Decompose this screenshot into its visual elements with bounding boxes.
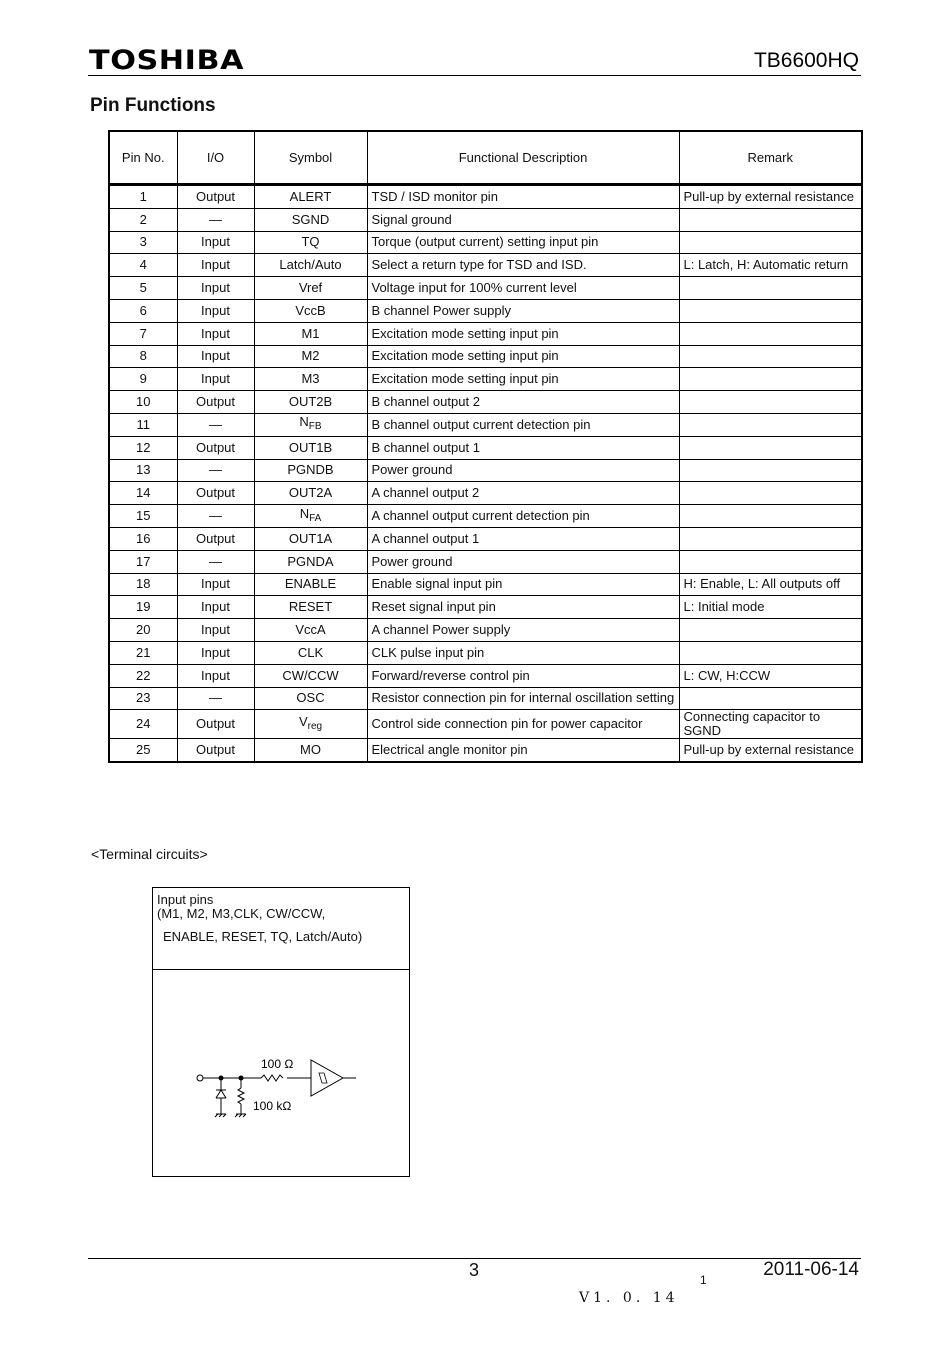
symbol-cell xyxy=(254,641,367,664)
input-terminal-icon xyxy=(197,1075,203,1081)
symbol-cell xyxy=(254,550,367,573)
symbol-text: OUT2B xyxy=(288,394,333,410)
terminal-circuit-box xyxy=(152,887,410,1177)
table-row xyxy=(109,368,862,391)
remark-cell: Pull-up by external resistance xyxy=(679,739,862,762)
pin-number-cell: 10 xyxy=(109,391,177,414)
remark-cell xyxy=(679,413,862,436)
table-row xyxy=(109,208,862,231)
table-row xyxy=(109,619,862,642)
symbol-cell xyxy=(254,573,367,596)
io-cell: Input xyxy=(177,254,254,277)
symbol-subscript: reg xyxy=(307,720,323,732)
symbol-cell xyxy=(254,436,367,459)
symbol-text: OUT2A xyxy=(288,485,333,501)
header-rule xyxy=(88,75,861,76)
symbol-cell xyxy=(254,368,367,391)
symbol-cell xyxy=(254,710,367,739)
circuit-header xyxy=(153,888,409,970)
symbol-cell xyxy=(254,231,367,254)
remark-cell xyxy=(679,459,862,482)
symbol-text: CLK xyxy=(297,644,324,660)
symbol-text: CW/CCW xyxy=(282,667,339,683)
io-cell: Output xyxy=(177,482,254,505)
pin-functions-table xyxy=(108,130,863,763)
symbol-cell xyxy=(254,185,367,209)
symbol-text: VccA xyxy=(295,622,326,638)
pin-number-cell: 3 xyxy=(109,231,177,254)
io-cell: — xyxy=(177,687,254,710)
table-row xyxy=(109,596,862,619)
ground-icon xyxy=(215,1114,226,1117)
description-cell: Resistor connection pin for internal oscillation setting xyxy=(367,687,679,710)
symbol-cell xyxy=(254,687,367,710)
symbol-text: N xyxy=(299,505,310,521)
footer-mark: 1 xyxy=(700,1273,707,1287)
schmitt-buffer-icon xyxy=(311,1060,343,1096)
ground-icon-2 xyxy=(235,1114,246,1117)
description-cell: B channel output current detection pin xyxy=(367,413,679,436)
series-resistor-label: 100 Ω xyxy=(261,1057,294,1071)
description-cell: Excitation mode setting input pin xyxy=(367,322,679,345)
io-cell: — xyxy=(177,505,254,528)
pin-number-cell: 24 xyxy=(109,710,177,739)
pin-number-cell: 13 xyxy=(109,459,177,482)
table-row xyxy=(109,664,862,687)
table-row xyxy=(109,505,862,528)
remark-cell xyxy=(679,550,862,573)
io-cell: Output xyxy=(177,527,254,550)
symbol-text: V xyxy=(298,713,308,729)
io-cell: Input xyxy=(177,573,254,596)
pin-number-cell: 20 xyxy=(109,619,177,642)
io-cell: — xyxy=(177,550,254,573)
pulldown-resistor-icon xyxy=(238,1088,244,1104)
symbol-subscript: FB xyxy=(308,421,322,433)
description-cell: Excitation mode setting input pin xyxy=(367,345,679,368)
symbol-text: OSC xyxy=(296,690,325,706)
description-cell: Select a return type for TSD and ISD. xyxy=(367,254,679,277)
io-cell: Input xyxy=(177,664,254,687)
description-cell: A channel output current detection pin xyxy=(367,505,679,528)
document-code: TB6600HQ xyxy=(753,49,859,72)
symbol-cell xyxy=(254,619,367,642)
io-cell: Input xyxy=(177,368,254,391)
symbol-text: M2 xyxy=(301,348,320,364)
remark-cell: L: Initial mode xyxy=(679,596,862,619)
remark-cell xyxy=(679,231,862,254)
terminal-circuits-title: <Terminal circuits> xyxy=(91,846,208,862)
pin-number-cell: 19 xyxy=(109,596,177,619)
pin-number-cell: 17 xyxy=(109,550,177,573)
io-cell: Input xyxy=(177,641,254,664)
table-row xyxy=(109,299,862,322)
description-cell: B channel output 1 xyxy=(367,436,679,459)
table-row xyxy=(109,573,862,596)
description-cell: B channel output 2 xyxy=(367,391,679,414)
io-cell: Output xyxy=(177,739,254,762)
remark-cell xyxy=(679,345,862,368)
protection-diode-icon xyxy=(216,1090,226,1098)
pin-number-cell: 14 xyxy=(109,482,177,505)
remark-cell: Pull-up by external resistance xyxy=(679,185,862,209)
table-row xyxy=(109,687,862,710)
series-resistor-icon xyxy=(261,1075,283,1081)
symbol-cell xyxy=(254,505,367,528)
description-cell: Excitation mode setting input pin xyxy=(367,368,679,391)
input-circuit-diagram xyxy=(153,970,409,1175)
table-row xyxy=(109,739,862,762)
symbol-text: TQ xyxy=(301,234,320,250)
circuit-label-line1: Input pins xyxy=(157,892,214,907)
pin-number-cell: 1 xyxy=(109,185,177,209)
symbol-cell xyxy=(254,277,367,300)
symbol-cell xyxy=(254,459,367,482)
publication-date: 2011-06-14 xyxy=(763,1259,859,1280)
description-cell: TSD / ISD monitor pin xyxy=(367,185,679,209)
io-cell: Input xyxy=(177,345,254,368)
description-cell: Torque (output current) setting input pin xyxy=(367,231,679,254)
description-cell: A channel output 1 xyxy=(367,527,679,550)
pin-number-cell: 12 xyxy=(109,436,177,459)
io-cell: Input xyxy=(177,231,254,254)
pin-number-cell: 16 xyxy=(109,527,177,550)
symbol-text: PGNDB xyxy=(287,462,334,478)
pin-number-cell: 6 xyxy=(109,299,177,322)
footer-rule xyxy=(88,1258,861,1259)
table-row xyxy=(109,391,862,414)
table-row xyxy=(109,413,862,436)
symbol-text: Vref xyxy=(298,280,323,296)
io-cell: Input xyxy=(177,299,254,322)
pin-number-cell: 22 xyxy=(109,664,177,687)
symbol-text: PGNDA xyxy=(287,553,334,569)
symbol-cell xyxy=(254,254,367,277)
io-cell: Input xyxy=(177,277,254,300)
table-row xyxy=(109,322,862,345)
remark-cell xyxy=(679,527,862,550)
symbol-cell xyxy=(254,482,367,505)
table-row xyxy=(109,277,862,300)
pin-number-cell: 23 xyxy=(109,687,177,710)
symbol-cell xyxy=(254,345,367,368)
remark-cell xyxy=(679,687,862,710)
remark-cell xyxy=(679,505,862,528)
description-cell: Voltage input for 100% current level xyxy=(367,277,679,300)
section-title: Pin Functions xyxy=(90,95,216,116)
table-row xyxy=(109,482,862,505)
symbol-text: VccB xyxy=(295,302,326,318)
symbol-cell xyxy=(254,413,367,436)
description-cell: B channel Power supply xyxy=(367,299,679,322)
description-cell: Reset signal input pin xyxy=(367,596,679,619)
description-cell: A channel output 2 xyxy=(367,482,679,505)
symbol-text: Latch/Auto xyxy=(279,257,342,273)
table-row xyxy=(109,459,862,482)
circuit-label-line2: (M1, M2, M3,CLK, CW/CCW, xyxy=(157,906,326,921)
pin-number-cell: 4 xyxy=(109,254,177,277)
pin-number-cell: 7 xyxy=(109,322,177,345)
description-cell: Control side connection pin for power capacitor xyxy=(367,710,679,739)
symbol-text: ENABLE xyxy=(284,576,337,592)
table-row xyxy=(109,345,862,368)
remark-cell xyxy=(679,619,862,642)
table-row xyxy=(109,641,862,664)
pin-number-cell: 25 xyxy=(109,739,177,762)
symbol-cell xyxy=(254,322,367,345)
column-header-pin: Pin No. xyxy=(109,131,177,185)
table-row xyxy=(109,710,862,739)
description-cell: CLK pulse input pin xyxy=(367,641,679,664)
description-cell: Electrical angle monitor pin xyxy=(367,739,679,762)
io-cell: Output xyxy=(177,391,254,414)
io-cell: — xyxy=(177,208,254,231)
symbol-cell xyxy=(254,596,367,619)
description-cell: Power ground xyxy=(367,459,679,482)
symbol-text: ALERT xyxy=(289,188,332,204)
symbol-cell xyxy=(254,664,367,687)
description-cell: Enable signal input pin xyxy=(367,573,679,596)
symbol-cell xyxy=(254,739,367,762)
symbol-text: SGND xyxy=(291,211,330,227)
io-cell: — xyxy=(177,413,254,436)
remark-cell: Connecting capacitor to SGND xyxy=(679,710,862,739)
remark-cell xyxy=(679,299,862,322)
version-label: V1. 0. 14 xyxy=(579,1290,679,1306)
pin-number-cell: 5 xyxy=(109,277,177,300)
pin-number-cell: 15 xyxy=(109,505,177,528)
pin-number-cell: 11 xyxy=(109,413,177,436)
symbol-text: OUT1A xyxy=(288,530,333,546)
io-cell: Input xyxy=(177,619,254,642)
remark-cell xyxy=(679,277,862,300)
circuit-label-line3: ENABLE, RESET, TQ, Latch/Auto) xyxy=(163,929,363,944)
symbol-text: M1 xyxy=(301,325,320,341)
table-row xyxy=(109,254,862,277)
pin-number-cell: 2 xyxy=(109,208,177,231)
description-cell: Signal ground xyxy=(367,208,679,231)
remark-cell xyxy=(679,482,862,505)
symbol-cell xyxy=(254,391,367,414)
description-cell: Forward/reverse control pin xyxy=(367,664,679,687)
remark-cell xyxy=(679,641,862,664)
io-cell: Output xyxy=(177,710,254,739)
remark-cell: L: Latch, H: Automatic return xyxy=(679,254,862,277)
symbol-text: MO xyxy=(300,742,321,758)
symbol-cell xyxy=(254,208,367,231)
table-row xyxy=(109,550,862,573)
io-cell: Output xyxy=(177,436,254,459)
symbol-subscript: FA xyxy=(309,512,322,524)
description-cell: Power ground xyxy=(367,550,679,573)
symbol-cell xyxy=(254,527,367,550)
remark-cell xyxy=(679,322,862,345)
pin-number-cell: 9 xyxy=(109,368,177,391)
description-cell: A channel Power supply xyxy=(367,619,679,642)
io-cell: — xyxy=(177,459,254,482)
remark-cell xyxy=(679,208,862,231)
column-header-io: I/O xyxy=(177,131,254,185)
table-row xyxy=(109,527,862,550)
pulldown-resistor-label: 100 kΩ xyxy=(253,1099,292,1113)
symbol-text: OUT1B xyxy=(288,439,333,455)
column-header-remark: Remark xyxy=(679,131,862,185)
io-cell: Input xyxy=(177,596,254,619)
symbol-text: N xyxy=(299,414,309,430)
table-row xyxy=(109,436,862,459)
remark-cell: H: Enable, L: All outputs off xyxy=(679,573,862,596)
symbol-text: M3 xyxy=(301,371,320,387)
pin-number-cell: 8 xyxy=(109,345,177,368)
column-header-symbol: Symbol xyxy=(254,131,367,185)
table-row xyxy=(109,185,862,209)
page-number: 3 xyxy=(469,1260,480,1280)
table-header-row xyxy=(109,131,862,185)
remark-cell xyxy=(679,391,862,414)
pin-number-cell: 21 xyxy=(109,641,177,664)
toshiba-logo: TOSHIBA xyxy=(89,45,245,76)
pin-number-cell: 18 xyxy=(109,573,177,596)
column-header-description: Functional Description xyxy=(367,131,679,185)
symbol-text: RESET xyxy=(288,599,333,615)
remark-cell xyxy=(679,368,862,391)
io-cell: Output xyxy=(177,185,254,209)
remark-cell: L: CW, H:CCW xyxy=(679,664,862,687)
table-row xyxy=(109,231,862,254)
io-cell: Input xyxy=(177,322,254,345)
remark-cell xyxy=(679,436,862,459)
symbol-cell xyxy=(254,299,367,322)
